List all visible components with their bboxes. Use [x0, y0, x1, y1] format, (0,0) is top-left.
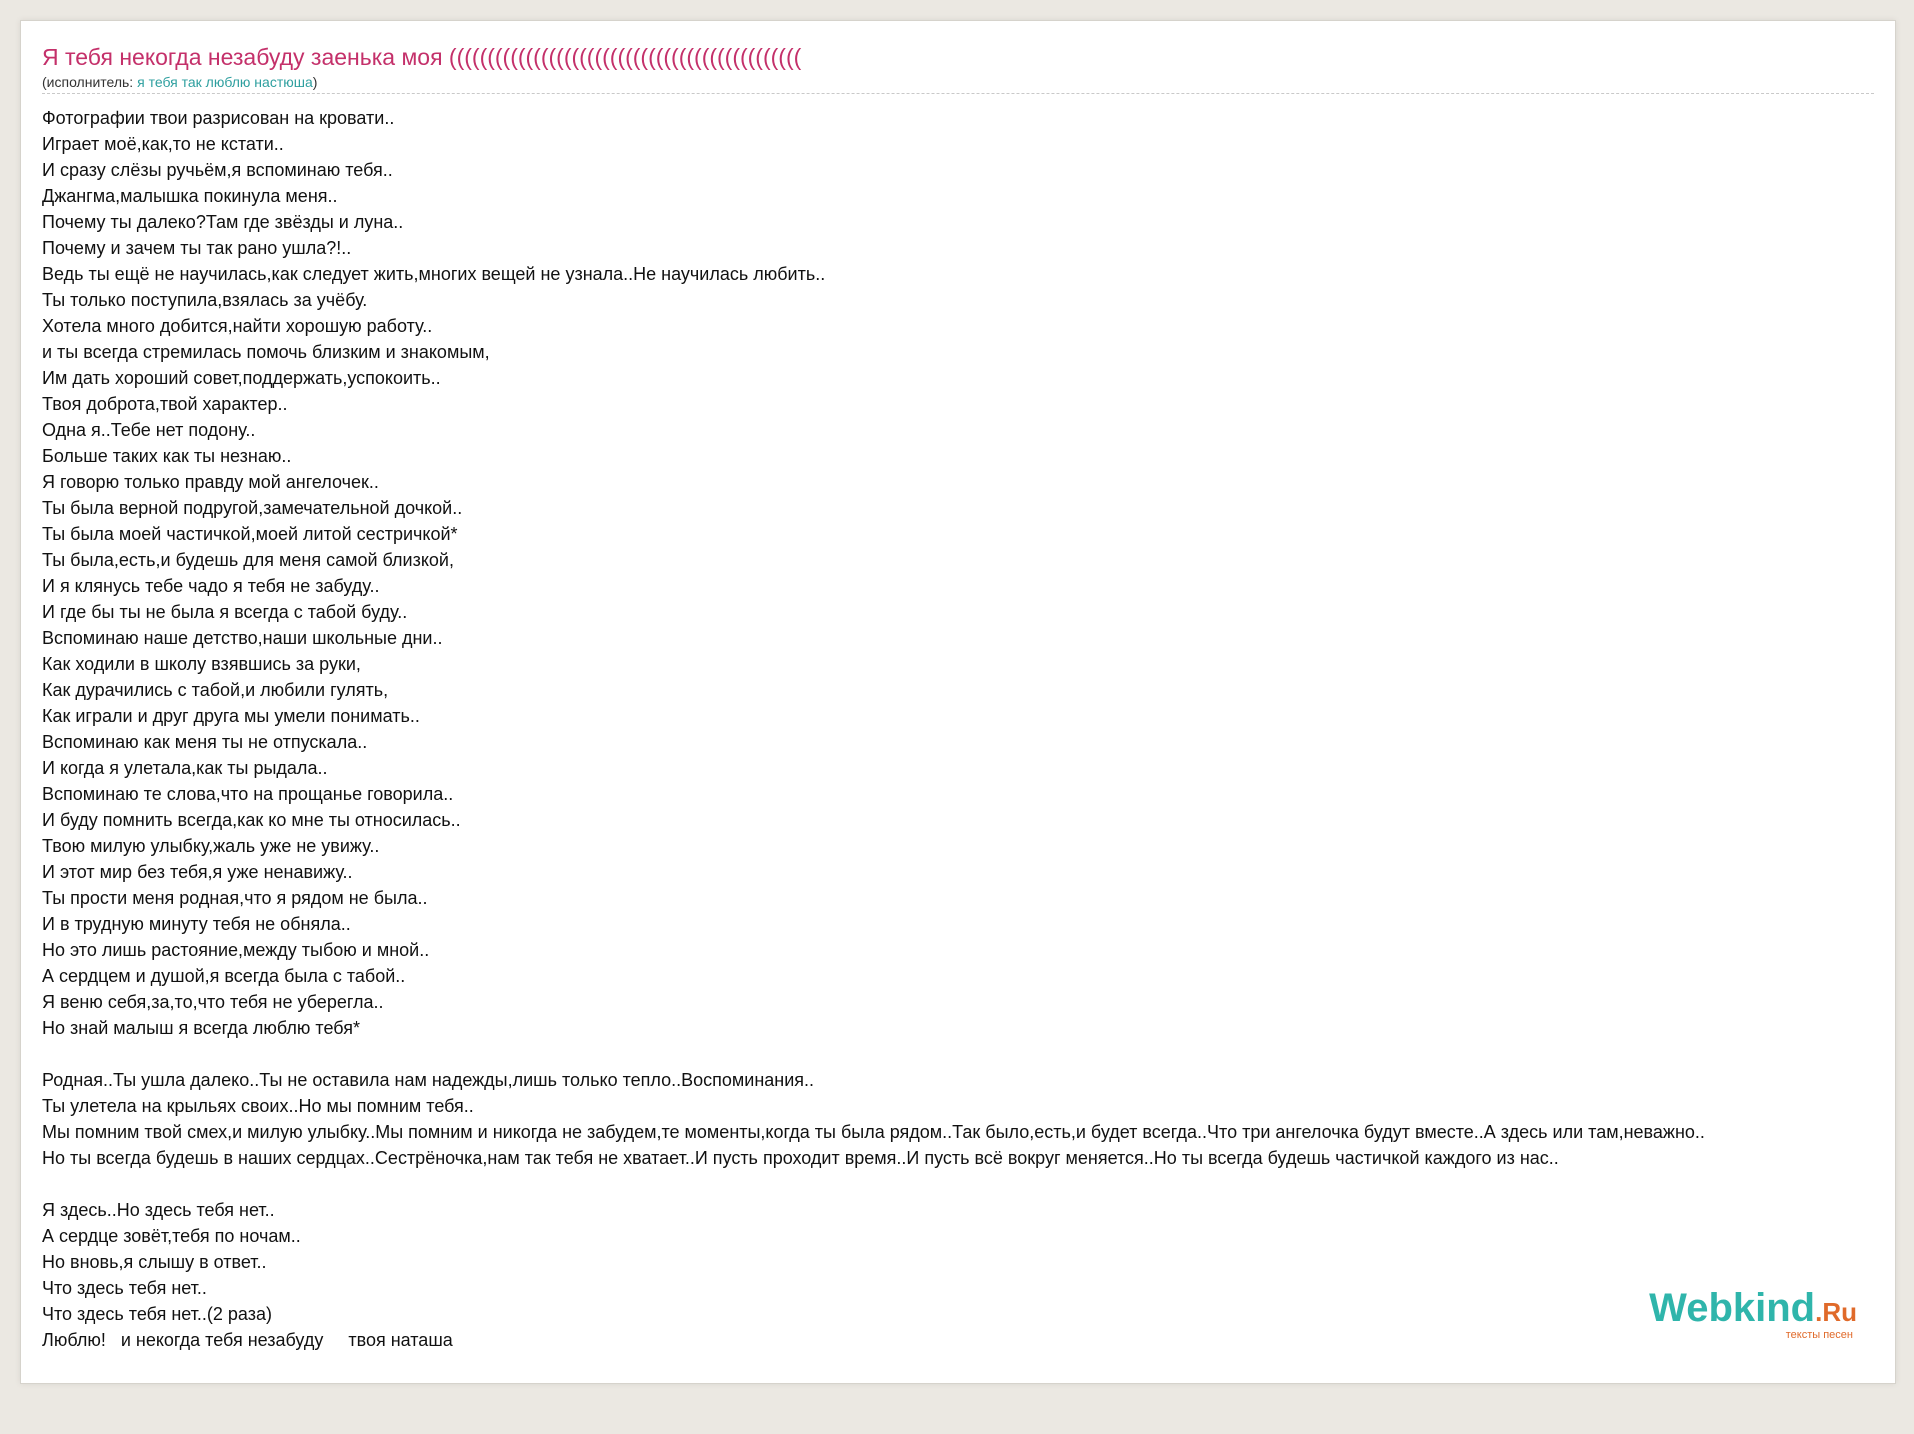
- lyrics-line: А сердце зовёт,тебя по ночам..: [42, 1226, 301, 1246]
- lyrics-line: Вспоминаю как меня ты не отпускала..: [42, 732, 368, 752]
- lyrics-card: [20, 20, 1896, 1384]
- lyrics-line: И я клянусь тебе чадо я тебя не забуду..: [42, 576, 380, 596]
- lyrics-line: Твою милую улыбку,жаль уже не увижу..: [42, 836, 380, 856]
- lyrics-line: Родная..Ты ушла далеко..Ты не оставила нам надежды,лишь только тепло..Воспоминания..: [42, 1070, 815, 1090]
- lyrics-line: И в трудную минуту тебя не обняла..: [42, 914, 351, 934]
- lyrics-line: Вспоминаю те слова,что на прощанье говорила..: [42, 784, 454, 804]
- lyrics-line: и ты всегда стремилась помочь близким и знакомым,: [42, 342, 490, 362]
- lyrics-line: Но это лишь растояние,между тыбою и мной..: [42, 940, 430, 960]
- artist-prefix: (исполнитель:: [42, 74, 138, 90]
- lyrics-line: Я здесь..Но здесь тебя нет..: [42, 1200, 275, 1220]
- lyrics-line: Ты только поступила,взялась за учёбу.: [42, 290, 368, 310]
- lyrics-line: И сразу слёзы ручьём,я вспоминаю тебя..: [42, 160, 393, 180]
- lyrics-line: Вспоминаю наше детство,наши школьные дни..: [42, 628, 443, 648]
- lyrics-line: Твоя доброта,твой характер..: [42, 394, 288, 414]
- lyrics-line: Ты была,есть,и будешь для меня самой близкой,: [42, 550, 454, 570]
- lyrics-text: [42, 105, 1895, 1353]
- lyrics-line: Им дать хороший совет,поддержать,успокоить..: [42, 368, 441, 388]
- lyrics-line: Ты была моей частичкой,моей литой сестричкой*: [42, 524, 458, 544]
- lyrics-line: Ты улетела на крыльях своих..Но мы помним тебя..: [42, 1096, 474, 1116]
- lyrics-line: Одна я..Тебе нет подону..: [42, 420, 256, 440]
- lyrics-line: Как ходили в школу взявшись за руки,: [42, 654, 361, 674]
- lyrics-line: И буду помнить всегда,как ко мне ты относилась..: [42, 810, 461, 830]
- lyrics-line: А сердцем и душой,я всегда была с табой..: [42, 966, 406, 986]
- lyrics-line: Что здесь тебя нет..(2 раза): [42, 1304, 273, 1324]
- lyrics-line: Ты была верной подругой,замечательной дочкой..: [42, 498, 463, 518]
- lyrics-line: Но вновь,я слышу в ответ..: [42, 1252, 267, 1272]
- lyrics-line: Хотела много добится,найти хорошую работу..: [42, 316, 433, 336]
- logo-main-text: Webkind: [1649, 1286, 1816, 1330]
- lyrics-line: Но ты всегда будешь в наших сердцах..Сестрёночка,нам так тебя не хватает..И пусть проходит время..И пусть всё вокруг меняется..Но ты всегда будешь частичкой каждого из нас..: [42, 1148, 1559, 1168]
- lyrics-line: Джангма,малышка покинула меня..: [42, 186, 338, 206]
- lyrics-line: И когда я улетала,как ты рыдала..: [42, 758, 328, 778]
- lyrics-blank-line: [42, 1171, 1895, 1197]
- artist-suffix: ): [312, 74, 318, 90]
- artist-link[interactable]: я тебя так люблю настюша: [137, 74, 313, 90]
- lyrics-line: И этот мир без тебя,я уже ненавижу..: [42, 862, 353, 882]
- lyrics-blank-line: [42, 1041, 1895, 1067]
- lyrics-line: Но знай малыш я всегда люблю тебя*: [42, 1018, 360, 1038]
- lyrics-line: Как играли и друг друга мы умели понимать..: [42, 706, 420, 726]
- lyrics-line: Я веню себя,за,то,что тебя не уберегла..: [42, 992, 384, 1012]
- logo-tagline: тексты песен: [1785, 1329, 1853, 1341]
- webkind-logo[interactable]: [1649, 1288, 1857, 1341]
- lyrics-line: Ведь ты ещё не научилась,как следует жить,многих вещей не узнала..Не научилась любить..: [42, 264, 826, 284]
- lyrics-line: Я говорю только правду мой ангелочек..: [42, 472, 379, 492]
- lyrics-line: Что здесь тебя нет..: [42, 1278, 207, 1298]
- logo-wordmark: [1649, 1288, 1857, 1332]
- lyrics-line: Больше таких как ты незнаю..: [42, 446, 292, 466]
- song-header: [42, 42, 1874, 94]
- artist-line: [42, 73, 1874, 91]
- logo-suffix: .Ru: [1815, 1297, 1857, 1327]
- song-title: Я тебя некогда незабуду заенька моя ((((((((((((((((((((((((((((((((((((((((((((((: [42, 44, 802, 70]
- lyrics-line: Фотографии твои разрисован на кровати..: [42, 108, 395, 128]
- header-divider: [42, 93, 1874, 94]
- lyrics-line: Как дурачились с табой,и любили гулять,: [42, 680, 389, 700]
- lyrics-line: Люблю! и некогда тебя незабуду твоя наташа: [42, 1330, 453, 1350]
- lyrics-line: Ты прости меня родная,что я рядом не была..: [42, 888, 428, 908]
- lyrics-line: Играет моё,как,то не кстати..: [42, 134, 284, 154]
- lyrics-line: Почему и зачем ты так рано ушла?!..: [42, 238, 352, 258]
- lyrics-line: Почему ты далеко?Там где звёзды и луна..: [42, 212, 404, 232]
- lyrics-line: И где бы ты не была я всегда с табой буду..: [42, 602, 408, 622]
- lyrics-line: Мы помним твой смех,и милую улыбку..Мы помним и никогда не забудем,те моменты,когда ты была рядом..Так было,есть,и будет всегда..Что три ангелочка будут вместе..А здесь или там,неважно..: [42, 1122, 1705, 1142]
